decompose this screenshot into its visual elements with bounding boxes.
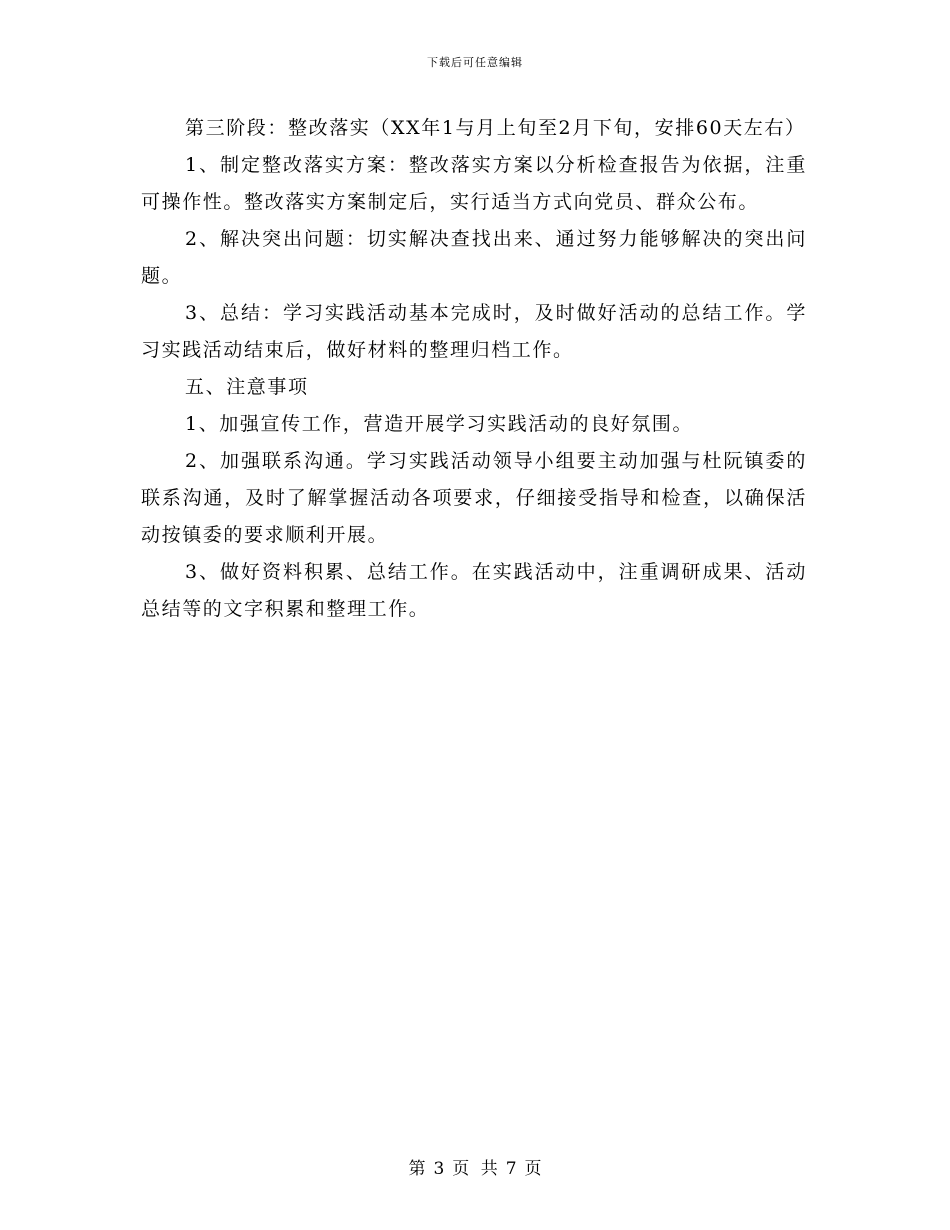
paragraph-materials: 3、做好资料积累、总结工作。在实践活动中，注重调研成果、活动总结等的文字积累和整理工作。 (141, 561, 807, 620)
stage-three-heading: 第三阶段：整改落实（XX年1与月上旬至2月下旬，安排60天左右） (185, 117, 806, 139)
page-total-number: 7 (505, 1159, 517, 1179)
page-footer (0, 1154, 950, 1179)
paragraph-rectification-plan: 1、制定整改落实方案：整改落实方案以分析检查报告为依据，注重可操作性。整改落实方案制定后，实行适当方式向党员、群众公布。 (141, 154, 807, 213)
paragraph-communication: 2、加强联系沟通。学习实践活动领导小组要主动加强与杜阮镇委的联系沟通，及时了解掌握活动各项要求，仔细接受指导和检查，以确保活动按镇委的要求顺利开展。 (141, 450, 807, 546)
page-label-middle: 页 共 (452, 1159, 498, 1179)
page-header: 下载后可任意编辑 (427, 56, 523, 69)
paragraph-summary: 3、总结：学习实践活动基本完成时，及时做好活动的总结工作。学习实践活动结束后，做好材料的整理归档工作。 (141, 302, 807, 361)
document-body (141, 110, 807, 628)
section-heading-notes: 五、注意事项 (185, 376, 309, 398)
paragraph-publicity: 1、加强宣传工作，营造开展学习实践活动的良好氛围。 (185, 413, 694, 435)
page-label-suffix: 页 (524, 1159, 542, 1179)
paragraph-solve-problems: 2、解决突出问题：切实解决查找出来、通过努力能够解决的突出问题。 (141, 228, 807, 287)
page-current-number: 3 (433, 1159, 445, 1179)
page-label-prefix: 第 (408, 1159, 426, 1179)
